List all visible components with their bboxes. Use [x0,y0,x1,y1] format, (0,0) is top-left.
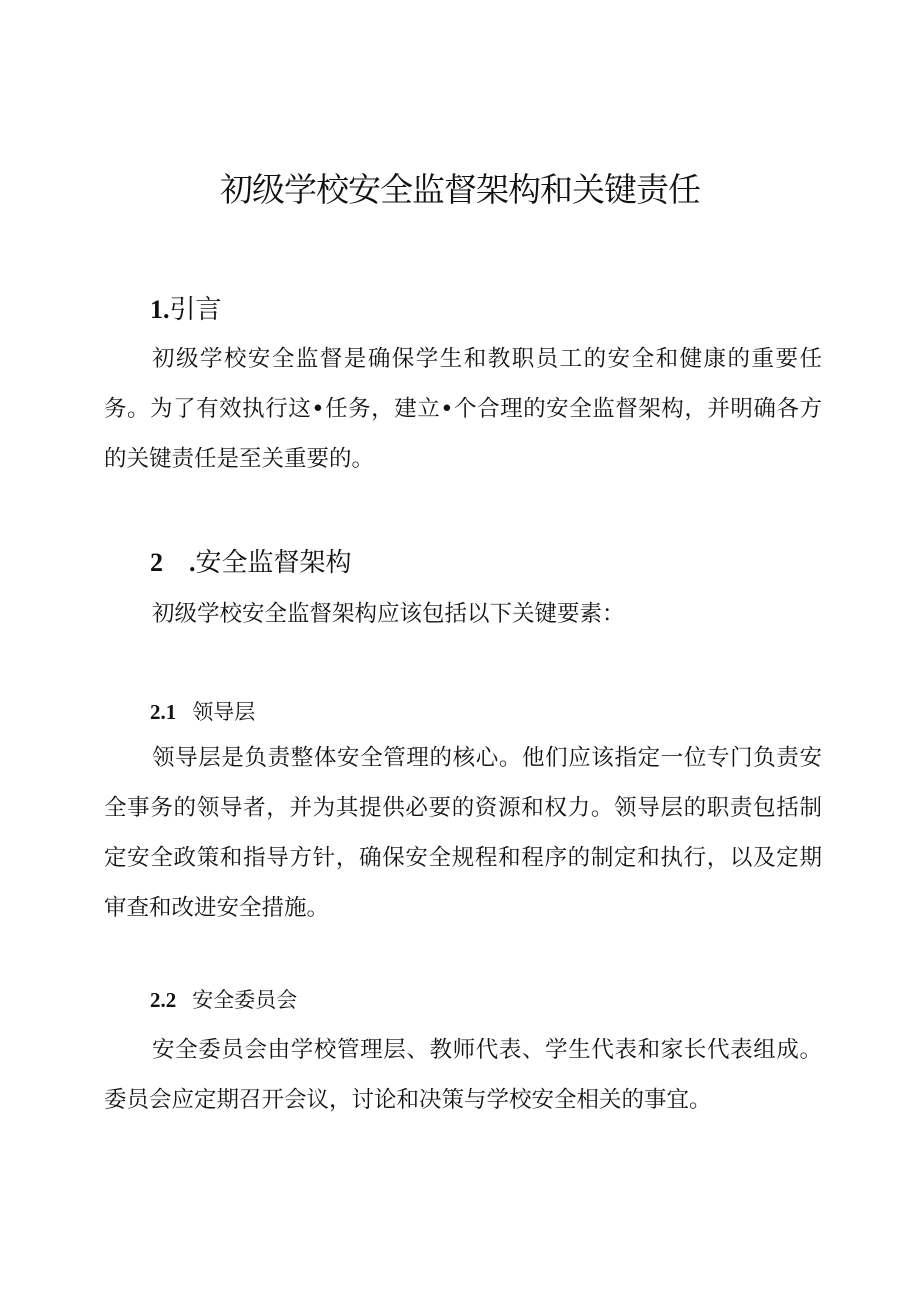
section-heading-introduction [150,290,222,330]
subsection-title: 安全委员会 [192,988,298,1012]
section-title: 安全监督架构 [195,548,352,578]
section-number: 2 . [150,548,196,577]
section-number: 1. [150,295,170,324]
leadership-paragraph: 领导层是负责整体安全管理的核心。他们应该指定一位专门负责安全事务的领导者，并为其提供必要的资源和权力。领导层的职责包括制定安全政策和指导方针，确保安全规程和程序的制定和执行，以及定期审查和改进安全措施。 [104,745,822,921]
subsection-heading-leadership [150,695,255,729]
introduction-paragraph: 初级学校安全监督是确保学生和教职员工的安全和健康的重要任务。为了有效执行这•任务，建立•个合理的安全监督架构，并明确各方的关键责任是至关重要的。 [104,346,822,472]
document-title: 初级学校安全监督架构和关键责任 [220,170,700,209]
subsection-number: 2.1 [150,700,177,724]
subsection-title: 领导层 [192,700,256,724]
section-title: 引言 [169,295,222,325]
subsection-number: 2.2 [150,988,177,1012]
subsection-heading-safety-committee [150,983,297,1017]
section-heading-architecture [150,543,352,583]
architecture-paragraph: 初级学校安全监督架构应该包括以下关键要素： [152,601,625,627]
safety-committee-paragraph: 安全委员会由学校管理层、教师代表、学生代表和家长代表组成。委员会应定期召开会议，讨论和决策与学校安全相关的事宜。 [104,1037,822,1113]
